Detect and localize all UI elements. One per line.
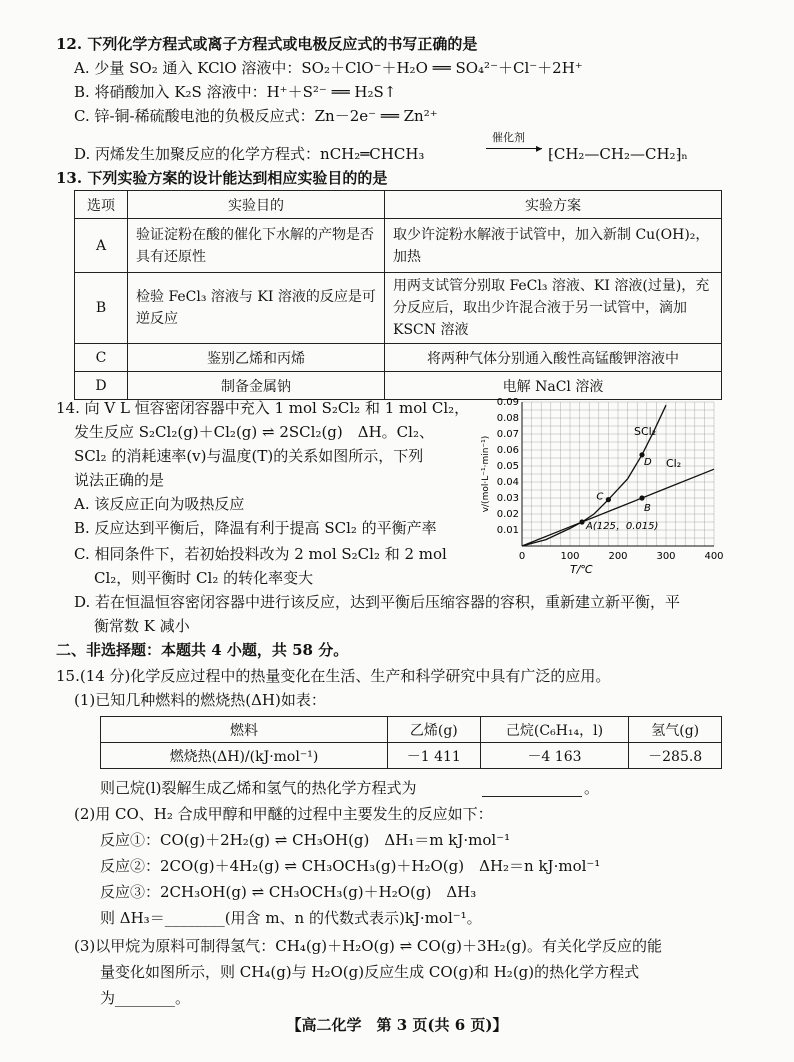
q14-option-a: A. 该反应正向为吸热反应 <box>74 495 245 513</box>
y-tick-label: 0.07 <box>496 429 519 440</box>
heat-table <box>100 716 722 769</box>
q15-stem: 15.(14 分)化学反应过程中的热量变化在生活、生产和科学研究中具有广泛的应用。 <box>56 667 611 685</box>
q12-option-d-product: ⁅CH₂—CH₂—CH₂⁆ₙ <box>548 145 688 163</box>
table-header: 燃料 <box>101 717 388 743</box>
table-cell: 电解 NaCl 溶液 <box>385 372 722 400</box>
q12-option-c: C. 锌-铜-稀硫酸电池的负极反应式：Zn－2e⁻ ══ Zn²⁺ <box>74 107 438 125</box>
x-tick-label: 400 <box>704 551 724 562</box>
table-cell: 鉴别乙烯和丙烯 <box>128 344 385 372</box>
q14-option-c-cont: Cl₂，则平衡时 Cl₂ 的转化率变大 <box>94 569 314 587</box>
y-tick-label: 0.02 <box>496 509 519 520</box>
table-cell: －1 411 <box>388 743 481 769</box>
q15-part1-end: 。 <box>584 779 600 797</box>
series-label: SCl₂ <box>634 425 657 439</box>
table-cell: 将两种气体分别通入酸性高锰酸钾溶液中 <box>385 344 722 372</box>
y-tick-label: 0.06 <box>496 445 519 456</box>
q12-stem: 12. 下列化学方程式或离子方程式或电极反应式的书写正确的是 <box>56 35 478 53</box>
q13-table <box>74 190 722 400</box>
table-header: 乙烯(g) <box>388 717 481 743</box>
table-header: 实验目的 <box>128 191 385 219</box>
table-header: 实验方案 <box>385 191 722 219</box>
q14-option-d-cont: 衡常数 K 减小 <box>94 617 190 635</box>
section-heading: 二、非选择题：本题共 4 小题，共 58 分。 <box>56 641 349 659</box>
y-tick-label: 0.01 <box>496 525 519 536</box>
q14-option-d: D. 若在恒温恒容密闭容器中进行该反应，达到平衡后压缩容器的容积，重新建立新平衡，平 <box>74 593 681 611</box>
page-footer: 【高二化学 第 3 页(共 6 页)】 <box>286 1016 508 1034</box>
point-label: D <box>644 456 652 468</box>
data-point <box>579 519 584 524</box>
table-cell: －4 163 <box>480 743 629 769</box>
reaction-3: 反应③：2CH₃OH(g) ⇌ CH₃OCH₃(g)＋H₂O(g) ΔH₃ <box>100 883 477 901</box>
q15-part1: (1)已知几种燃料的燃烧热(ΔH)如表： <box>74 691 326 709</box>
table-cell: D <box>75 372 128 400</box>
x-tick-label: 100 <box>560 551 580 562</box>
q14-option-c: C. 相同条件下，若初始投料改为 2 mol S₂Cl₂ 和 2 mol <box>74 545 447 563</box>
q12-option-d: D. 丙烯发生加聚反应的化学方程式：nCH₂═CHCH₃ <box>74 145 425 163</box>
table-row <box>75 219 722 273</box>
reaction-2: 反应②：2CO(g)＋4H₂(g) ⇌ CH₃OCH₃(g)＋H₂O(g) ΔH₂＝n kJ·mol⁻¹ <box>100 857 601 875</box>
reaction-arrow <box>486 148 542 149</box>
y-tick-label: 0.09 <box>496 397 519 408</box>
q15-part1-question: 则己烷(l)裂解生成乙烯和氢气的热化学方程式为 <box>100 779 417 797</box>
table-header: 选项 <box>75 191 128 219</box>
y-tick-label: 0.03 <box>496 493 519 504</box>
table-cell: B <box>75 273 128 344</box>
table-row <box>75 273 722 344</box>
q14-line1: 14. 向 V L 恒容密闭容器中充入 1 mol S₂Cl₂ 和 1 mol Cl₂， <box>56 399 470 417</box>
q12-option-b: B. 将硝酸加入 K₂S 溶液中：H⁺＋S²⁻ ══ H₂S↑ <box>74 83 397 101</box>
series-label: Cl₂ <box>666 457 682 471</box>
x-tick-label: 0 <box>518 551 526 562</box>
table-cell: 制备金属钠 <box>128 372 385 400</box>
table-cell: 取少许淀粉水解液于试管中，加入新制 Cu(OH)₂，加热 <box>385 219 722 273</box>
y-tick-label: 0.04 <box>496 477 519 488</box>
q15-part3-line2: 量变化如图所示，则 CH₄(g)与 H₂O(g)反应生成 CO(g)和 H₂(g)的热化学方程式 <box>100 963 640 981</box>
x-tick-label: 200 <box>608 551 628 562</box>
x-tick-label: 300 <box>656 551 676 562</box>
point-label: A(125，0.015) <box>586 521 659 532</box>
point-label: C <box>596 491 604 503</box>
table-header: 己烷(C₆H₁₄，l) <box>480 717 629 743</box>
y-tick-label: 0.08 <box>496 413 519 424</box>
data-point <box>606 497 611 502</box>
catalyst-label: 催化剂 <box>492 131 525 144</box>
point-label: B <box>644 503 651 514</box>
q14-line3: SCl₂ 的消耗速率(v)与温度(T)的关系如图所示，下列 <box>74 447 424 465</box>
table-cell: 检验 FeCl₃ 溶液与 KI 溶液的反应是可逆反应 <box>128 273 385 344</box>
table-row <box>101 743 722 769</box>
q14-line4: 说法正确的是 <box>74 471 165 489</box>
table-cell: 燃烧热(ΔH)/(kJ·mol⁻¹) <box>101 743 388 769</box>
q12-option-a: A. 少量 SO₂ 通入 KClO 溶液中：SO₂＋ClO⁻＋H₂O ══ SO₄²⁻＋Cl⁻＋2H⁺ <box>74 59 583 77</box>
q15-part3-line1: (3)以甲烷为原料可制得氢气：CH₄(g)＋H₂O(g) ⇌ CO(g)＋3H₂(g)。有关化学反应的能 <box>74 937 662 955</box>
table-cell: 用两支试管分别取 FeCl₃ 溶液、KI 溶液(过量)，充分反应后，取出少许混合液于另一试管中，滴加 KSCN 溶液 <box>385 273 722 344</box>
reaction-1: 反应①：CO(g)＋2H₂(g) ⇌ CH₃OH(g) ΔH₁＝m kJ·mol⁻¹ <box>100 831 511 849</box>
answer-blank <box>482 796 582 797</box>
q15-part2-question: 则 ΔH₃＝________(用含 m、n 的代数式表示)kJ·mol⁻¹。 <box>100 909 482 927</box>
y-tick-label: 0.05 <box>496 461 519 472</box>
q15-part2: (2)用 CO、H₂ 合成甲醇和甲醚的过程中主要发生的反应如下： <box>74 805 493 823</box>
arrow-head: ▸ <box>536 141 543 155</box>
table-header: 氢气(g) <box>629 717 722 743</box>
data-point <box>639 495 644 500</box>
table-cell: －285.8 <box>629 743 722 769</box>
table-row <box>75 344 722 372</box>
rate-temperature-chart <box>476 394 726 578</box>
q15-part3-line3: 为________。 <box>100 989 191 1007</box>
q14-option-b: B. 反应达到平衡后，降温有利于提高 SCl₂ 的平衡产率 <box>74 519 437 537</box>
x-axis-label: T/℃ <box>570 563 593 576</box>
y-axis-label: v/(mol·L⁻¹·min⁻¹) <box>481 435 491 513</box>
table-cell: 验证淀粉在酸的催化下水解的产物是否具有还原性 <box>128 219 385 273</box>
table-cell: A <box>75 219 128 273</box>
q14-line2: 发生反应 S₂Cl₂(g)＋Cl₂(g) ⇌ 2SCl₂(g) ΔH。Cl₂、 <box>74 423 434 441</box>
table-cell: C <box>75 344 128 372</box>
q13-stem: 13. 下列实验方案的设计能达到相应实验目的的是 <box>56 169 388 187</box>
